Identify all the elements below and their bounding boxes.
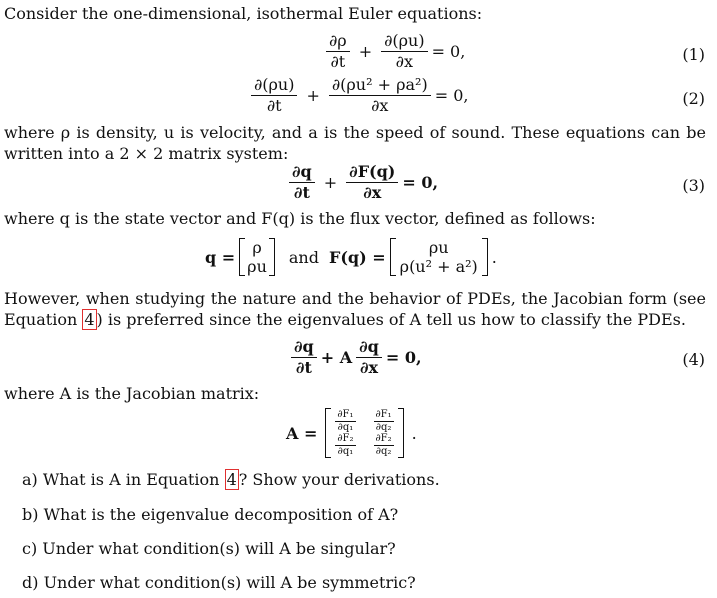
flux-vector: ρu ρ(u² + a²) — [390, 238, 488, 276]
question-c: c) Under what condition(s) will A be singular? — [22, 539, 396, 558]
state-vector: ρ ρu — [239, 238, 275, 276]
paragraph-2: where q is the state vector and F(q) is the flux vector, defined as follows: — [4, 209, 596, 228]
equation-4: $\frac{\partial q}{\partial t}$ + A $\frac{\partial q}{\partial x}$ = 0, — [287, 338, 422, 378]
question-d: d) Under what condition(s) will A be symmetric? — [22, 573, 416, 592]
equation-1: $\frac{\partial\rho}{\partial t}$ + $\frac{\partial(\rho u)}{\partial x}$ = 0, — [322, 32, 465, 72]
jacobian-matrix: A = $\frac{\text{∂F₁}}{\text{∂q₁}}$ $\frac{\text{∂F₁}}{\text{∂q₂}}$ $\frac{\text{∂F₂}}{\text{∂q₁}}$ $\frac{\text{∂F₂}}{\text{∂q₂}}$ . — [286, 409, 417, 457]
state-flux-definitions: q = ρ ρu and F(q) = ρu ρ(u² + a²) . — [205, 238, 497, 276]
intro-text: Consider the one-dimensional, isothermal Euler equations: — [4, 4, 483, 23]
equation-3-number: (3) — [682, 176, 705, 195]
equation-3: $\frac{\partial q}{\partial t}$ + $\frac{\partial F(q)}{\partial x}$ = 0, — [285, 163, 438, 203]
question-a: a) What is A in Equation 4 ? Show your derivations. — [22, 470, 440, 489]
equation-4-reference-q[interactable]: 4 — [226, 470, 237, 489]
equation-2: $\frac{\partial(\rho u)}{\partial t}$ + $\frac{\text{∂(ρu² + ρa²)}}{\partial x}$ = 0, — [247, 76, 468, 116]
equation-4-reference[interactable]: 4 — [84, 310, 95, 329]
paragraph-4: where A is the Jacobian matrix: — [4, 384, 260, 403]
equation-2-number: (2) — [682, 89, 705, 108]
paragraph-1: where ρ is density, u is velocity, and a is the speed of sound. These equations can be written into a 2 × 2 matrix system: — [4, 123, 706, 163]
equation-1-number: (1) — [682, 45, 705, 64]
equation-4-number: (4) — [682, 350, 705, 369]
question-b: b) What is the eigenvalue decomposition of A? — [22, 505, 399, 524]
paragraph-3: However, when studying the nature and the behavior of PDEs, the Jacobian form (see Equation 4 ) is preferred since the eigenvalues of A tell us how to classify the PDEs. — [4, 289, 706, 329]
